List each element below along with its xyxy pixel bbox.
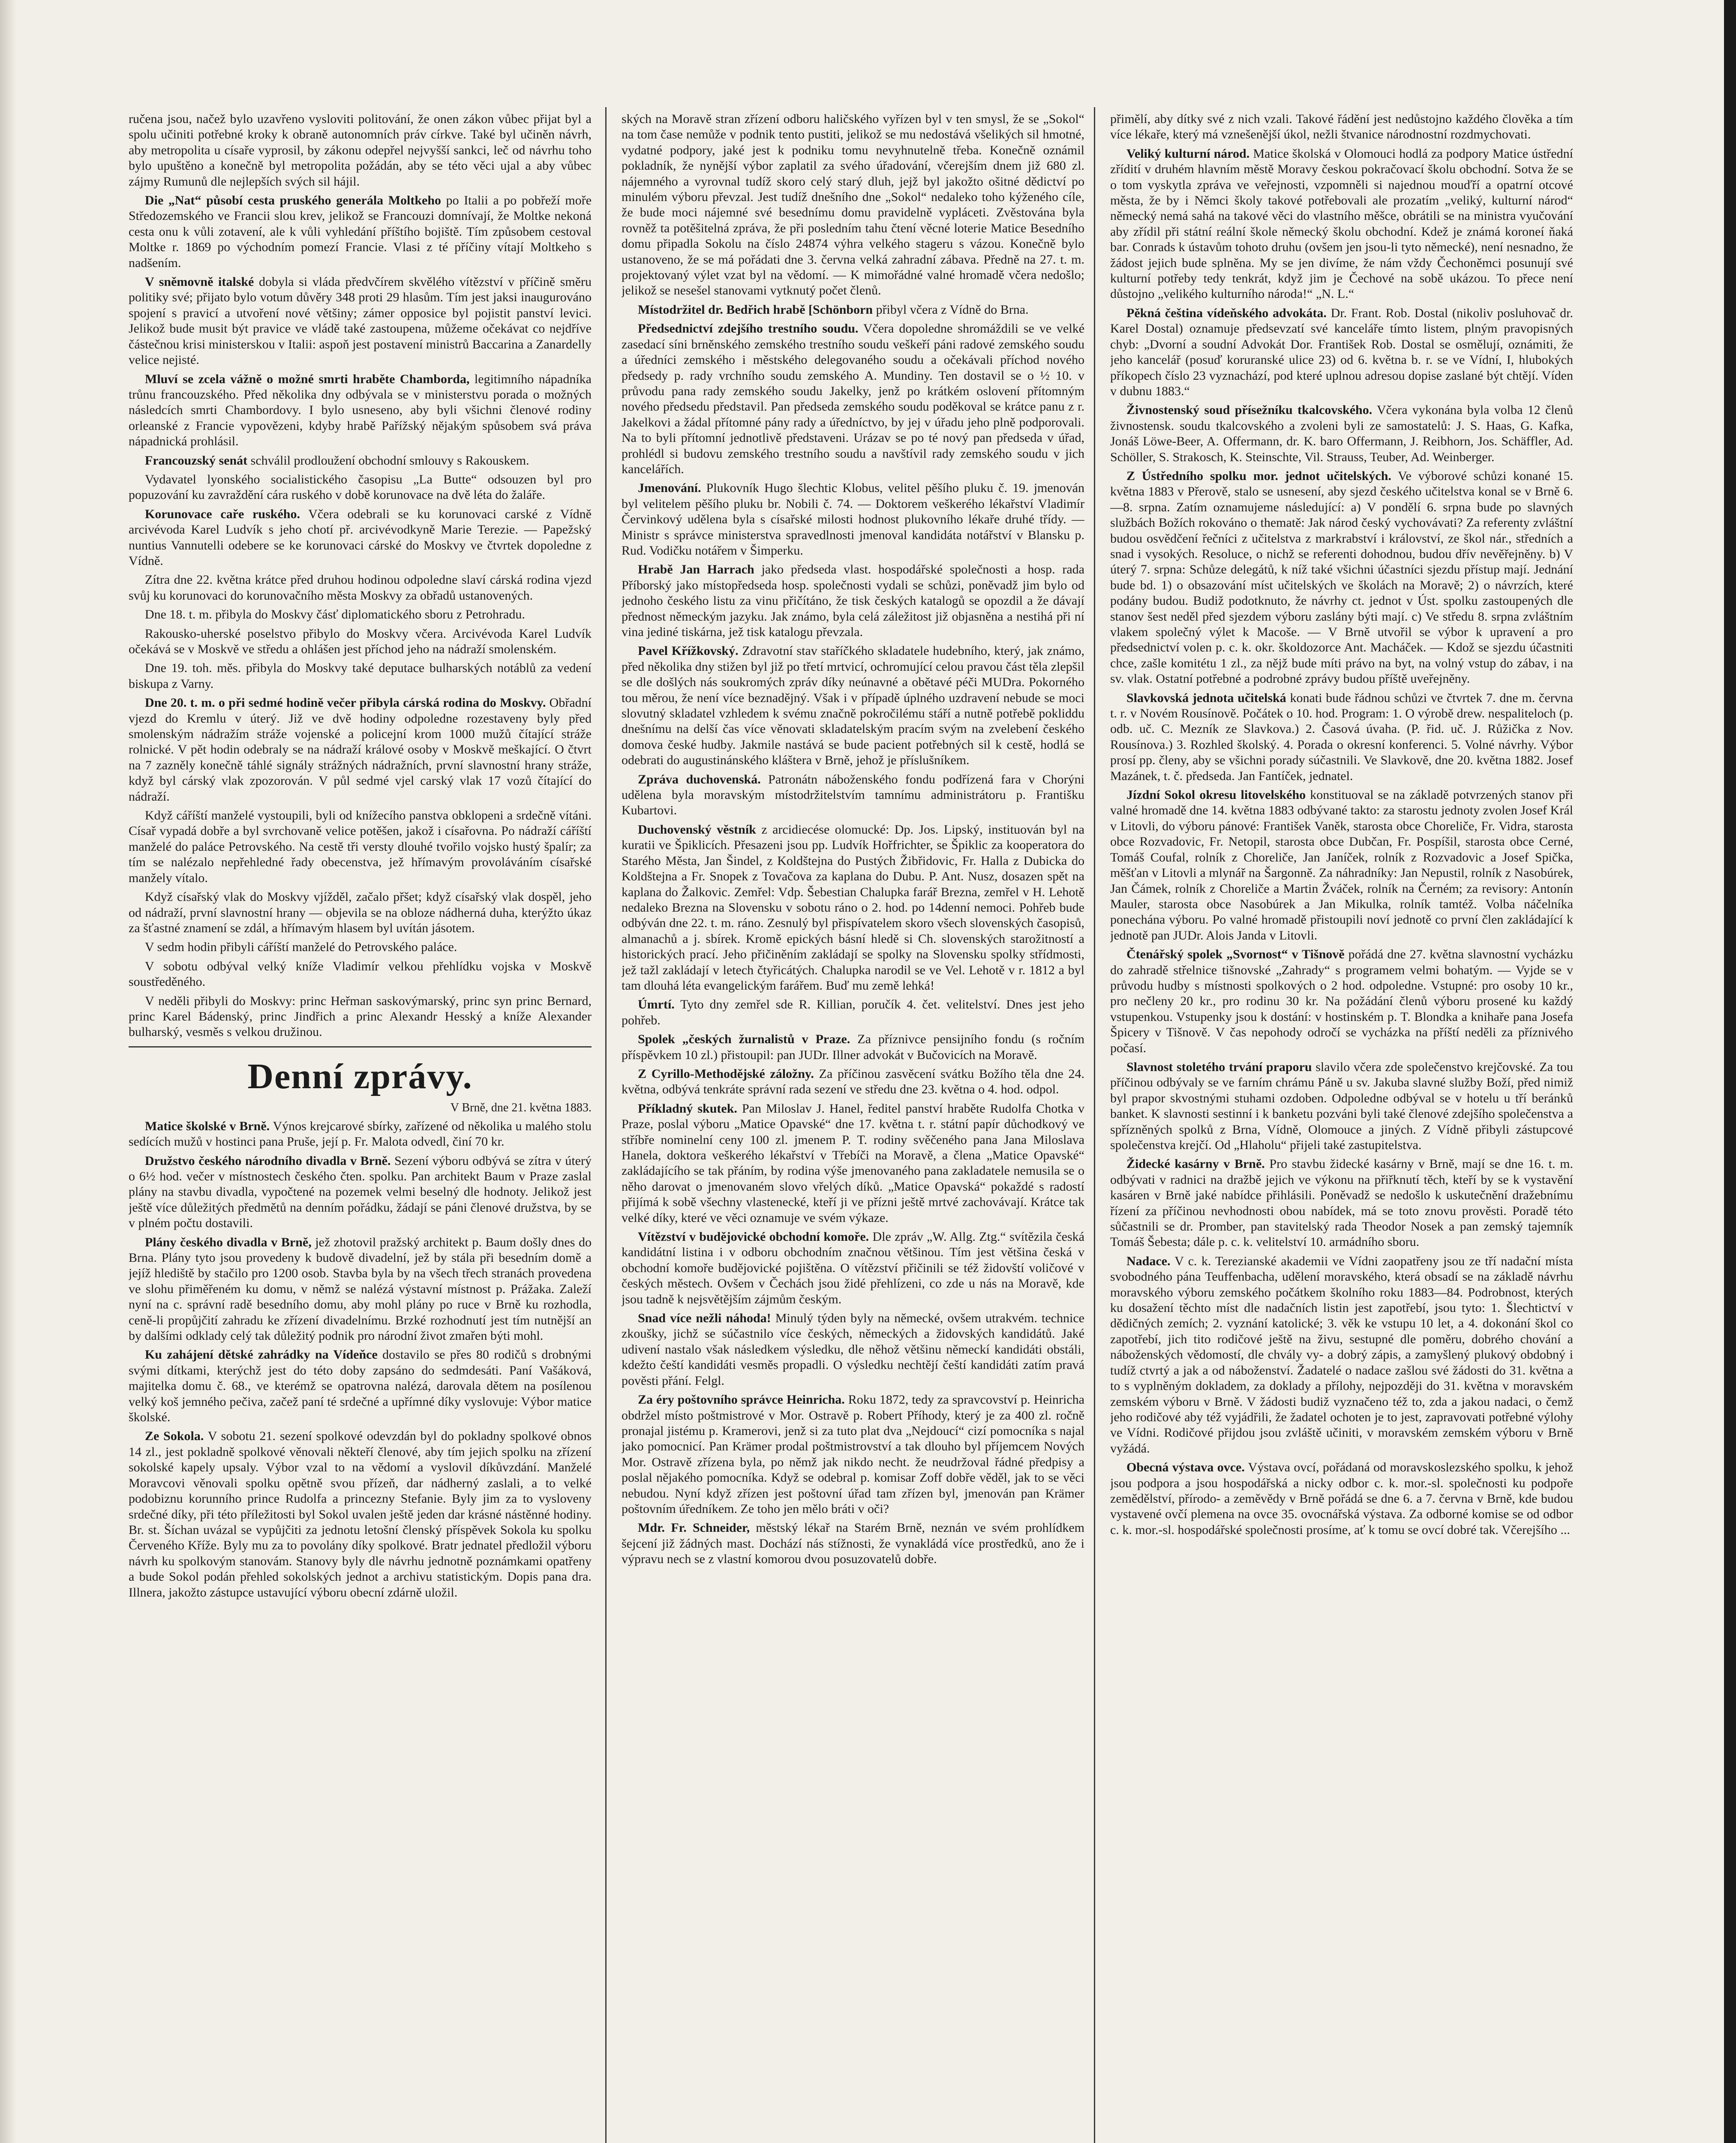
paragraph [129, 372, 592, 450]
paragraph [129, 1153, 592, 1231]
article-heading: Ze Sokola. [145, 1429, 204, 1444]
paragraph-text: Zdravotní stav staříčkého skladatele hudebního, který, jak známo, před několika dny stižen byl již po třetí mrtvicí, ochromující celou pravou část těla zlepšil se dle došlých nás soukromých zpráv díky neúnavné a obětavé péči MUDra. Pokorného tou měrou, že není více beznadějný. Však i v případě úplného uzdravení nebude se moci slovutný skladatel vzhledem k svému značně pokročilému stáří a nutně potřebě pokliddu dnešnímu na delší čas více věnovati skladatelským pracím svým na zvelebení českého domova české hudby. Jakmile nastává se bude pacient potřebných sil k cestě, hodlá se odebrati do augustinánského kláštera v Brně, jehož je příslušníkem. [622, 644, 1084, 768]
paragraph [129, 274, 592, 368]
article-heading: Spolek „českých žurnalistů v Praze. [638, 1032, 850, 1047]
article-heading: Snad více nežli náhoda! [638, 1311, 771, 1326]
paragraph: Rakousko-uherské poselstvo přibylo do Moskvy včera. Arcivévoda Karel Ludvík očekává se v Moskvě ve středu a ohlášen jest příchod jeho na nádraží smolenském. [129, 626, 592, 656]
article-heading: Z Cyrillo-Methodějské záložny. [638, 1066, 814, 1081]
paragraph-text: Za příznivce pensijního fondu (s ročním příspěvkem 10 zl.) přistoupil: pan JUDr. Illner advokát v Bučovicích na Moravě. [622, 1032, 1084, 1062]
article-heading: Vítězství v budějovické obchodní komoře. [638, 1230, 869, 1244]
paragraph-text: jako předseda vlast. hospodářské společnosti a hosp. rada Příborský jako místopředseda hosp. společnosti vydali se schůzi, poněvadž jim bylo od jednoho českého listu za vinu přičítáno, že tisk českých katalogů se opozdil a že dávají přednost německým jazyku. Jak známo, byla celá záležitost již objasněna a nestihá při ní vina jediné tiskárna, jež tisk katalogu převzala. [622, 562, 1084, 639]
paragraph [1110, 1059, 1573, 1153]
paragraph [622, 1311, 1084, 1389]
paragraph-text: přibyl včera z Vídně do Brna. [873, 302, 1029, 317]
column-1 [129, 111, 592, 2143]
paragraph-text: V c. k. Terezianské akademii ve Vídni zaopatřeny jsou ze tří nadační místa svobodného pána Teuffenbacha, udělení moravského, která obsadí se na základě návrhu moravského výboru zemského počátkem školního roku 1883—84. Podrobnost, kterých ku dosažení těchto míst dle nadačních listin jest zapotřebí, jsou tyto: 1. Šlechtictví v dědičných zemích; 2. vyznání katolické; 3. věk ke vstupu 10 let, a 4. dokonání škol co zapotřebí, jich tito rodičové ještě na živu, sestupné dle poměru, dobrého chování a náboženských vědomostí, dle chvály vy- a dobrý zápis, a zamyšlený plukový obdobný i tudíž ctvrtý a jak a od náboženství. Žadatelé o nadace zašlou své žádosti do 31. května a to s vyplněným dokladem, za doklady a přílohy, nejpozději do 31. května v moravském zemském výboru v Brně. V žádosti budiž vyznačeno též to, zda a jakou nadaci, o čemž jeho rodičové aby též vyjádřili, že žadatel ochoten je to jest, zapravovati potřebné výlohy ve Vídni. Rodičové přijdou jsou zvláště učiniti, v moravském zemském výboru v Brně vyžádá. [1110, 1254, 1573, 1456]
section-rule [129, 1046, 592, 1047]
paragraph-text: Roku 1872, tedy za spravcovství p. Heinricha obdržel místo poštmistrové v Mor. Ostravě p. Robert Příhody, který je za 400 zl. ročně pronajal jistému p. Kramerovi, jenž si za tuto plat dva „Nejdoucí“ cizí pomocníka s najal jako pomocnicí. Pan Krämer prodal poštmistrovství a tak dlouho byl příjemcem Nových Mor. Ostravě zřízena byla, po němž jak nikdo necht. že neudržoval řádné předpisy a poslal nějakého pomocníka. Když se odebral p. komisar Zoff dobře věděl, jak to se věci nebudou. Nyní když zřízen jest poštovní úřad tam zřízen byl, jmenován pan Krämer poštovním úředníkem. Ze toho jen mělo bráti v oči? [622, 1393, 1084, 1516]
paragraph [622, 643, 1084, 768]
paragraph-text: po Italii a po pobřeží moře Středozemského ve Francii slou krev, jelikož se Francouzi domnívají, že Moltke nekoná cesta onu k vůli zotavení, ale k vůli vyhledání příštího bojiště. Tím způsobem cestoval Moltke r. 1869 po východním pomezí Francie. Vlasi z té příčiny vítají Moltkeho s nadšením. [129, 193, 592, 270]
article-heading: Mluví se zcela vážně o možné smrti hraběte Chamborda, [145, 372, 470, 386]
paragraph-text: Matice školská v Olomouci hodlá za podpory Matice ústřední zřídití v druhém hlavním městě Moravy českou pokračovací školu obchodní. Sotva že se o tom vyskytla zpráva ve veřejnosti, vzpomněli si najednou mouďří a opatrní otcové města, že by i Němci školy takové potřebovali ale prozatím „veliký, kulturní národ“ německý nemá sahá na takové věci do vlastního měšce, obrátili se na ministra vyučování aby zřídil při státní reální škole německý školu obchodní. Kdež je známá koroneí ňaká bar. Conrads k ústavům tohoto druhu (ovšem jen jsou-li tyto německé), není nesnadno, že žádost jejich bude splněna. My se jen divíme, že nám vždy Čechoněmci posunují své kulturní potřeby tedy tenkrát, když jim je Čechové na sobě ukázou. To přece není důstojno „velikého kulturního národa!“ „N. L.“ [1110, 146, 1573, 301]
paragraph [622, 321, 1084, 477]
paragraph-text: Plukovník Hugo šlechtic Klobus, velitel pěšího pluku č. 19. jmenován byl velitelem pěšího pluku br. Nobili č. 74. — Doktorem veškerého lékařství Vladimír Červinkový udělena byla s císařské milosti hodnost plukovního lékaře druhé třídy. — Ministr s správce ministerstva spravedlnosti jmenoval kandidáta notářství v Blansku p. Rud. Vodičku notářem v Šimperku. [622, 481, 1084, 558]
article-heading: Die „Nat“ působí cesta pruského generála Moltkeho [145, 193, 442, 208]
paragraph [129, 1235, 592, 1344]
paragraph-text: Včera dopoledne shromáždili se ve velké zasedací síni brněnského zemského trestního soudu veškeří páni radové zemského soudu a úředníci zemského i městského delegovaného soudu a očekávali příchod nového předsedy p. rady vrchního soudu zemského A. Mundiny. Ten dostavil se o ½ 10. v průvodu pana rady zemského soudu Jakelky, jenž po krátkém oslovení přítomným nového předsedu představil. Pan předseda zemského soudu poděkoval se krátce panu z r. Jakelkovi a žádal přítomné pány rady a úředníctvo, by jej v úřadu jeho plně podporovali. Na to byli přítomní jednotlivě představeni. Urázav se po té nový pan předseda v úřad, prohlédl si budovu zemského trestního soudu a navštívil rady zemského soudu v jich kancelářích. [622, 321, 1084, 476]
article-heading: Plány českého divadla v Brně, [145, 1235, 312, 1249]
article-heading: Slavnost stoletého trvání praporu [1126, 1059, 1312, 1074]
paragraph-text: z arcidiecése olomucké: Dp. Jos. Lipský, instituován byl na kuratii ve Špiklicích. Přesazeni jsou pp. Ludvík Hořfrichter, se Špiklic za kooperatora do Starého Města, Jan Šindel, z Koldštejna do Pustých Žibřidovic, Fr. Halla z Dubicka do Koldštejna a Fr. Snopek z Tovačova za kaplana do Dubu. P. Ant. Nusz, dosazen spět na kaplana do Žalkovic. Zemřel: Vdp. Šebestian Chalupka farář Brezna, zemřel v H. Lehotě nedaleko Brezna na Slovensku v sobotu ráno o 2. hod. po 14denní nemoci. Pohřeb bude odbýván dne 22. t. m. ráno. Zesnulý byl přispívatelem skoro všech slovenských časopisů, almanachů a j. sbírek. Kromě epických básní hledě si Ch. slovenských starožitností a historických prací. Jeho přičiněním zakládají se spolky na Slovensku spolky střídmosti, jež tažl zakládají v letech čtyřicátých. Chalupka narodil se ve Vel. Lehotě v r. 1812 a byl tam dlouhá léta evangelickým farářem. Buď mu země lehká! [622, 822, 1084, 993]
article-heading: Ku zahájení dětské zahrádky na Vídeňce [145, 1348, 378, 1362]
article-heading: Matice školské v Brně. [145, 1119, 270, 1133]
article-heading: Jízdní Sokol okresu litovelského [1126, 788, 1306, 802]
article-heading: Korunovace caře ruského. [145, 507, 300, 521]
column-3 [1110, 111, 1573, 2143]
paragraph-text: Dr. Frant. Rob. Dostal (nikoliv posluhovač dr. Karel Dostal) oznamuje předsevzatí své kanceláře tímto listem, plným pravopisných chyb: „Dvorní a soudní Advokát Dor. František Rob. Dostal se osmělují, oznámiti, že jeho kancelář (posuď koruranské ulice 23) od 6. května b. r. se ve Vídní, I, hlubokých příkopech číslo 23 vyznachází, pod které uplnou adresou dopise zaslané být chtějí. Víden v dubnu 1883.“ [1110, 306, 1573, 398]
article-heading: Živnostenský soud přísežníku tkalcovského. [1126, 403, 1373, 417]
paragraph [622, 822, 1084, 993]
paragraph [1110, 1460, 1573, 1538]
paragraph: V sedm hodin přibyli cáříští manželé do Petrovského paláce. [145, 940, 457, 954]
paragraph-text: Ve výborové schůzi konané 15. května 1883 v Přerově, stalo se usnesení, aby sjezd českého učitelstva konal se v Brně 6.—8. srpna. Zatím oznamujeme následující: a) V pondělí 6. srpna bude po slavných službách Božích rokováno o thematě: Jak národ český vychovávati? Za referenty zvláštní budou osvědčení řečníci z učitelstva z markrabství i království, ze škol nár., středních a snad i vysokých. Resoluce, o nichž se referenti dohodnou, budou dřív nevěřejněny. b) V úterý 7. srpna: Schůze delegátů, k níž také všichni účastníci sjezdu přístup mají. Jednání bude bd. 1) o obsazování míst učitelských ve školách na Moravě; 2) o návrzích, které podány budou. Budiž podotknuto, že návrhy ct. jednot v Úst. spolku zastoupených dle stanov šest neděl před sjezdem výboru zaslány býti mají. c) Ve středu 8. srpna zvláštním vlakem společný výlet k Macoše. — V Brně utvořil se výbor k upravení a pro předsednictví volen p. c. k. okr. školdozorce Ant. Macháček. — Kdož se sjezdu účastniti chce, zašle komitétu 1 zl., za nějž bude míti právo na byt, na volný vstup do zábav, i na sv. vlak. Ostatní potřebné a podrobné zprávy budou příště uveřejněny. [1110, 468, 1573, 686]
paragraph: Když cáříští manželé vystoupili, byli od knížecího panstva obklopeni a srdečně vítáni. Císař vypadá dobře a byl svrchovaně velice potěšen, jakož i císařovna. Po nádraží cáříští manželé do paláce Petrovského. Na cestě tři versty dlouhé tvořilo vojsko hustý špalír; za tím se nalézalo nepřehledné řady obecenstva, jež hřímavým provoláváním císařské manžely vítalo. [129, 808, 592, 885]
article-heading: Z Ústředního spolku mor. jednot učitelských. [1126, 468, 1391, 483]
paragraph: Když císařský vlak do Moskvy vjížděl, začalo přšet; když císařský vlak dospěl, jeho od nádraží, první slavnostní hrany — objevila se na obloze nádherná duha, kterýžto úkaz za šťastné znamení se zdál, a hřímavým hlasem byl uvítán jásotem. [129, 890, 592, 935]
section-title: Denní zprávy. [247, 1056, 473, 1096]
paragraph: přimělí, aby dítky své z nich vzali. Takové řádění jest nedůstojno každého člověka a tím více lékaře, který má vznešenější úkol, nežli štvanice národnostní rozdmychovati. [1110, 112, 1573, 142]
paragraph-text: jež zhotovil pražský architekt p. Baum došly dnes do Brna. Plány tyto jsou provedeny k budově divadelní, jež by stála při besedním domě a jejíž hlediště by stačilo pro 1200 osob. Stavba byla by na všech třech stranách provedena ve slohu přiměřeném ku domu, v němž se nalézá výstavní místnost p. Prážaka. Zaleží nyní na c. správní radě besedního domu, aby mohl plány po ruce v Brně ku rozhodla, ceně-li propůjčití zahradu ke zřízení divadelnímu. Brzké rozhodnutí jest tím nutnější an by dalšími odklady celý tak důležitý podnik pro národní život zmařen býti mohl. [129, 1235, 592, 1343]
article-heading: Obecná výstava ovce. [1126, 1460, 1245, 1475]
paragraph: Vydavatel lyonského socialistického časopisu „La Butte“ odsouzen byl pro popuzování ku zavraždění cára ruského v době korunovace na dvě léta do žaláře. [129, 472, 592, 502]
article-heading: Slavkovská jednota učitelská [1126, 690, 1286, 705]
paragraph [1110, 402, 1573, 465]
paragraph-text: Pro stavbu židecké kasárny v Brně, mají se dne 16. t. m. odbývati v radnici na dražbě jejich ve výkonu na přiřknutí těch, kteří by se k vystavění kasáren v Brně jaké nabídce přihlásili. Poněvadž se nedošlo k uskutečnění dražebnímu řízení za příčinou nevhodnosti obou nabídek, má se toto znovu prověsti. Poradě této sůčastnili se dr. Promber, pan stavitelský rada Theodor Nosek a pan zemský tajemník Tomáš Šebesta; dále p. c. k. velitelství 10. armádního sboru. [1110, 1157, 1573, 1249]
article-heading: Družstvo českého národního divadla v Brně. [145, 1153, 391, 1168]
paragraph [129, 695, 592, 804]
article-heading: Jmenování. [638, 481, 701, 495]
paragraph-text: Pan Miloslav J. Hanel, ředitel panství hraběte Rudolfa Chotka v Praze, poslal výboru „Matice Opavské“ dne 17. května t. r. státní papír důchodkový ve stříbře nominelní ceny 100 zl. jmenem P. T. rodiny svěčeného pana Jana Miloslava Hanela, doktora veškerého lékařství v Třebíči na Moravě, a člena „Matice Opavské“ zakládajícího se tak přáním, by rodina výše jmenovaného pana zakladatele nemusila se o něho darovat o jmenovaném slovo vřelých díků. „Matice Opavská“ pokaždé s radostí přijímá k sobě všechny vlastenecké, kteří ji ve přízni ještě mrtvé zachovávají. Krátce tak velké díky, které ve věci oznamuje ve svém výkaze. [622, 1101, 1084, 1225]
paragraph-text: městský lékař na Starém Brně, neznán ve svém prohlídkem šejcení již žádných mast. Dochází nás stížnosti, že vynakládá více prostředků, ano že i výpravu nech se z vlastní komorou dvou posuzovatelů dobře. [622, 1521, 1084, 1567]
paragraph-text: dobyla si vláda předvčírem skvělého vítězství v příčině směru politiky své; přijato bylo votum důvěry 348 proti 29 hlasům. Tím jest jaksi inaugurováno spojení s pravicí a utvoření nové většiny; zámer opposice byl pojistit panství levici. Jelikož bude musit být pravice ve vládě také zastoupena, můžeme očekávat co nejdříve částečnou krisi ministerskou v Italii: aspoň jest postavení ministrů Baccarina a Zanardelly velice nejisté. [129, 275, 592, 367]
paragraph-text: Patronátn náboženského fondu podřízená fara v Chorýni udělena byla moravským místodržitelstvím tamnímu administrátoru p. Františku Kubartovi. [622, 772, 1084, 818]
paragraph [1110, 947, 1573, 1056]
paragraph-text: Sezení výboru odbývá se zítra v úterý o 6½ hod. večer v místnostech českého čten. spolku. Pan architekt Baum v Praze zaslal plány na stavbu divadla, vypočtené na pozemek velmi beselný dle hodnoty. Jelikož jest ještě více důležitých předmětů na denním pořádku, žádají se páni členové družstva, by se v plném počtu dostavili. [129, 1153, 592, 1231]
paragraph-text: konati bude řádnou schůzi ve čtvrtek 7. dne m. června t. r. v Novém Rousínově. Počátek o 10. hod. Program: 1. O výrobě drew. nespaliteloch (p. odb. uč. C. Mezník ze Slavkova.) 2. Časová úvaha. (P. řid. uč. J. Růžička z Nov. Rousínova.) 3. Rozhled školský. 4. Porada o okresní konferenci. 5. Volné návrhy. Výbor prosí pp. členy, aby se všichni porady súčastnili. Ve Slavkově, dne 20. května 1882. Josef Mazánek, t. č. předseda. Jan Fantíček, jednatel. [1110, 690, 1573, 783]
article-heading: Pavel Křížkovský. [638, 644, 739, 658]
paragraph [129, 1429, 592, 1600]
paragraph [622, 1101, 1084, 1226]
article-heading: Mdr. Fr. Schneider, [638, 1521, 750, 1535]
paragraph [622, 997, 1084, 1028]
paragraph [622, 480, 1084, 558]
paragraph [622, 1229, 1084, 1307]
article-heading: Hrabě Jan Harrach [638, 562, 754, 577]
paragraph-text: konstituoval se na základě potvrzených stanov při valné hromadě dne 14. května 1883 odbývané takto: za starostu jednoty zvolen Josef Král v Litovli, do výboru pánové: František Vaněk, starosta obce Choreliče, Fr. Vidra, starosta obce Rozvadovic, Fr. Netopil, starosta obce Dubčan, Fr. Pospíšil, starosta obce Cerné, Tomáš Coufal, rolník z Choreliče, Jan Janíček, rolník z Rozvadovic a Josef Spička, měšťan v Litovli a mlynář na Šargonně. Za náhradníky: Jan Nepustil, rolník z Nasobúrek, Jan Čámek, rolník z Choreliče a Martin Žváček, rolník na Černém; za revisory: Antonín Mauler, starosta obce Nasobúrek a Jan Mikulka, rolník tamtéž. Volba náčelníka ponechána výboru. Po valné hromadě přistoupili noví jednotě co první člen zakládající k jednotě pan JUDr. Alois Janda v Litovli. [1110, 788, 1573, 942]
paragraph: Zítra dne 22. května krátce před druhou hodinou odpoledne slaví cárská rodina vjezd svůj ku korunovaci do korunovačního města Moskvy za obřadů ustanovených. [129, 573, 592, 603]
paragraph [129, 1119, 592, 1150]
article-heading: Francouzský senát [145, 453, 248, 468]
paragraph [1110, 1254, 1573, 1456]
paragraph [622, 562, 1084, 640]
paragraph [129, 453, 592, 468]
article-heading: Úmrtí. [638, 997, 675, 1012]
article-heading: Pěkná čeština vídeňského advokáta. [1126, 306, 1327, 320]
paragraph: ručena jsou, načež bylo uzavřeno vysloviti politování, že onen zákon vůbec přijat byl a spolu učiniti potřebné kroky k obraně autonomních práv církve. Také byl učiněn návrh, aby metropolita u císaře vyprosil, by zákonu odepřel nejvyšší sankci, leč od návrhu toho bylo upuštěno a konečně byl metropolita požádán, aby se této věci ujal a aby vůbec zájmy Rumunů dle nejlepších svých sil hájil. [129, 112, 592, 189]
paragraph [1110, 306, 1573, 399]
article-heading: V sněmovně italské [145, 275, 254, 289]
paragraph-text: Včera vykonána byla volba 12 členů živnostensk. soudu tkalcovského a zvoleni byli ze samostatelů: J. S. Haas, G. Kafka, Jonáš Löwe-Beer, A. Offermann, dr. K. baro Offermann, J. Reibhorn, Jos. Schäffler, Ad. Schöller, S. Strakosch, K. Steinschte, Vil. Strauss, Teuber, Ad. Weinberger. [1110, 403, 1573, 464]
dateline: V Brně, dne 21. května 1883. [450, 1101, 592, 1114]
paragraph: Dne 19. toh. měs. přibyla do Moskvy také deputace bulharských notáblů za vedení biskupa z Varny. [129, 661, 592, 691]
paragraph [129, 1347, 592, 1425]
page-right-edge [1724, 0, 1736, 2143]
paragraph: V sobotu odbýval velký kníže Vladimír velkou přehlídku vojska v Moskvě soustředěného. [129, 959, 592, 989]
paragraph-text: Výstava ovcí, pořádaná od moravskoslezského spolku, k jehož jsou podpora a jsou hospodářská a nicky odbor c. k. mor.-sl. společnosti ku podpoře zemědělství, přírodo- a zeměvědy v Brně pořádá se dne 6. a 7. června v Brně, kde budou vystavené ovčí plemena na ovce 35. ovocnářská výstava. Za odborné komise se od odbor c. k. mor.-sl. hospodářské společnosti prosíme, ať k tomu se ovcí dobré tak. Včerejšího ... [1110, 1460, 1573, 1537]
paragraph-text: slavilo včera zde společenstvo krejčovské. Za tou příčinou odbývaly se ve farním chrámu Páně u sv. Jakuba slavné služby Boží, před nimiž byl prapor skvostnými stuhami ozdoben. Odpoledne odbýval se v hotelu u tří beránků banket. K slavnosti sestinní i k banketu pozváni byli také členové zdejšího společenstva a spřízněných spolků z Brna, Vídně, Olomouce a jiných. Z Vídně přibyli zástupcové společenstva krejčí. Od „Hlaholu“ přijeli také zastupitelstva. [1110, 1059, 1573, 1152]
article-heading: Židecké kasárny v Brně. [1126, 1157, 1265, 1171]
paragraph-text: Výnos krejcarové sbírky, zařízené od několika u malého stolu sedících mužů v hostinci pana Pruše, její p. Fr. Malota odvedl, činí 70 kr. [129, 1119, 592, 1149]
paragraph-text: V sobotu 21. sezení spolkové odevzdán byl do pokladny spolkové obnos 14 zl., jest pokladně spolkové věnovali někteří členové, aby tím jejich spolku na zřízení sokolské kapely upsaly. Výbor vzal to na vědomí a vyslovil díkůvzdání. Manželé Moravcovi věnovali spolku opětně svou přízeň, dar nádherný zaslali, a to velké podobiznu korunního prince Rudolfa a princezny Stefanie. Byly jim za to vysloveny srdečné díky, při této příležitosti byl Sokol uvalen ještě jeden dar krásné nástěnné hodiny. Br. st. Šíchan uvázal se vypůjčiti za jednotu letošní členský příspěvek Sokola ku spolku Červeného Kříže. Byly mu za to povolány díky spolkové. Bratr jednatel předložil výboru návrh ku spolkovým stanovám. Stanovy byly dle návrhu jednotně poznámkami opatřeny a bude Sokol podán přehled sokolských jednot a archivu statistickým. Dopis pana dra. Illnera, jakožto zástupce ustavující výboru obecní zdárně uložil. [129, 1429, 592, 1600]
paragraph-text: Tyto dny zemřel sde R. Killian, poručík 4. čet. velitelství. Dnes jest jeho pohřeb. [622, 997, 1084, 1027]
article-heading: Předsednictví zdejšího trestního soudu. [638, 321, 859, 336]
article-heading: Místodržitel dr. Bedřich hrabě [Schönborn [638, 302, 873, 317]
paragraph [1110, 787, 1573, 943]
paragraph [1110, 690, 1573, 784]
paragraph [1110, 146, 1573, 302]
paragraph-text: Včera odebrali se ku korunovaci carské z Vídně arcivévoda Karel Ludvík s jeho chotí př. arcivévodkyně Marie Terezie. — Papežský nuntius Vannutelli odebere se ke korunovaci cárské do Moskvy ve čtvrtek dopoledne z Vídně. [129, 507, 592, 568]
column-divider-1 [605, 107, 607, 2143]
paragraph-text: Za příčinou zasvěcení svátku Božího těla dne 24. května, odbývá tenkráte správní rada sezení ve středu dne 23. května o 4. hod. odpol. [622, 1066, 1084, 1097]
article-heading: Čtenářský spolek „Svornost“ v Tišnově [1126, 947, 1345, 962]
article-heading: Dne 20. t. m. o při sedmé hodině večer přibyla cárská rodina do Moskvy. [145, 696, 546, 710]
paragraph [1110, 468, 1573, 687]
paragraph [622, 1066, 1084, 1098]
paragraph-text: pořádá dne 27. května slavnostní vycházku do zahradě střelnice tišnovské „Zahrady“ s programem velmi bohatým. — Vyjde se v průvodu hudby s místnosti spolkových o 2 hod. odpoledne. Vstupné: pro osoby 10 kr., pro nečleny 20 kr., pro rodinu 30 kr. Na požádání členů výboru prosené ku každý vstupenkou. Vstupenky jsou k dostání: v hostinském p. T. Blondka a knihaře pana Josefa Špicery v Tišnově. V čas nepohody odročí se vycházka na příští neděli za příznivého počasí. [1110, 947, 1573, 1055]
paragraph: ských na Moravě stran zřízení odboru haličského vyřízen byl v ten smysl, že se „Sokol“ na tom čase nemůže v podnik tento pustiti, jelikož se mu nedostává všelikých sil hmotné, vydatné podpory, jaké jest k podniku tomu nevyhnutelně třeba. Konečně oznámil pokladník, že nynější výbor zaplatil za svého úřadování, včerejším dnem již 680 zl. nájemného a vyrovnal tudíž skoro celý starý dluh, jejž byl jakožto ošitné dědictví po minulém výboru převzal. Jest tudíž dnešního dne „Sokol“ nedaleko toho kýženého cíle, že bude moci nájemné své besednímu domu pravidelně vypláceti. Zvěstována byla rovněž ta potěšitelná zpráva, že při posledním tahu čtení věcné loterie Matice Besedního domu připadla Sokolu na číslo 24874 výhra velkého stageru s vázou. Konečně bylo ustanoveno, že se má pořádati dne 3. června velká zahradní zábava. Předně na 27. t. m. projektovaný výlet vzat byl na vědomí. — K mimořádné valné hromadě včera nedošlo; jelikož se nesešel stanovami vytknutý počet členů. [622, 112, 1084, 298]
article-heading: Nadace. [1126, 1254, 1171, 1268]
page-left-shadow [0, 0, 16, 2143]
paragraph [622, 302, 1084, 318]
article-heading: Zpráva duchovenská. [638, 772, 761, 786]
paragraph [622, 1032, 1084, 1063]
paragraph-text: Dle zpráv „W. Allg. Ztg.“ svítězila česká kandidátní listina i v odboru obchodním značnou většinou. Tím jest většina česká v obchodní komoře budějovické pojištěna. O vítězství přičinili se též židovští voličové v českých městech. Ovšem v Čechách jsou židé přehlízeni, co zde u nás na Moravě, kde jsou tadně k nejsvětějším zájmům českým. [622, 1230, 1084, 1306]
paragraph [622, 1392, 1084, 1517]
paragraph [1110, 1156, 1573, 1250]
article-heading: Za éry poštovního správce Heinricha. [638, 1393, 845, 1407]
paragraph-text: schválil prodloužení obchodní smlouvy s Rakouskem. [247, 453, 529, 468]
paragraph-text: Obřadní vjezd do Kremlu v úterý. Již ve dvě hodiny odpoledne rozestaveny byly před smolenským nádražím stráže vojenské a policejní krom 1000 mužů čítající stráže rolnické. V pět hodin odebraly se na nádraží králové osoby v Moskvě meškající. O čtvrt na 7 zazněly konečně táhlé signály strážných nádražních, první slavnostní hrany stráže, když byl cárský vlak zpozorován. V půl sedmé vjel carský vlak 17 vozů čítající do nádraží. [129, 696, 592, 804]
column-divider-2 [1094, 107, 1095, 2143]
paragraph [622, 1520, 1084, 1567]
paragraph [622, 772, 1084, 819]
article-heading: Příkladný skutek. [638, 1101, 737, 1116]
paragraph [129, 193, 592, 271]
article-heading: Veliký kulturní národ. [1126, 146, 1250, 161]
column-2 [622, 111, 1084, 2143]
article-heading: Duchovenský věstník [638, 822, 756, 837]
paragraph [129, 507, 592, 569]
paragraph-text: dostavilo se přes 80 rodičů s drobnými svými dítkami, kterýchž jest do této doby zapsáno do sedmdesáti. Paní Vašáková, majitelka domu č. 68., ve kterémž se opatrovna nalézá, darovala dětem na posílenou velký koš jemného pečiva, začež paní té srdečné a upřímné díky vyslovuje: Výbor matice školské. [129, 1348, 592, 1425]
paragraph-text: Minulý týden byly na německé, ovšem utrakvém. technice zkoušky, jichž se súčastnilo více českých, německých a židovských kandidátů. Jaké udivení nastalo však následkem výsledku, dle něhož většinu německí kandidáti obstáli, kdežto čeští kandidáti vesměs propadli. O výsledku nechtějí čeští kandidáti zatím pravá pověsti přání. Felgl. [622, 1311, 1084, 1388]
paragraph: Dne 18. t. m. přibyla do Moskvy čásť diplomatického sboru z Petrohradu. [145, 607, 525, 622]
paragraph-text: legitimního nápadníka trůnu francouzského. Před několika dny odbývala se v ministerstvu porada o možných následcích smrti Chambordovy. I bylo usneseno, aby byli všichni členové rodiny orleanské z Francie vypovězeni, kdyby hrabě Pařížský nějakým spůsobem svá práva nápadnická prohlásil. [129, 372, 592, 449]
paragraph: V neděli přibyli do Moskvy: princ Heřman saskovýmarský, princ syn princ Bernard, princ Karel Bádenský, princ Jindřich a princ Alexandr Hesský a kníže Alexander bulharský, vesměs s velkou družinou. [129, 993, 592, 1039]
